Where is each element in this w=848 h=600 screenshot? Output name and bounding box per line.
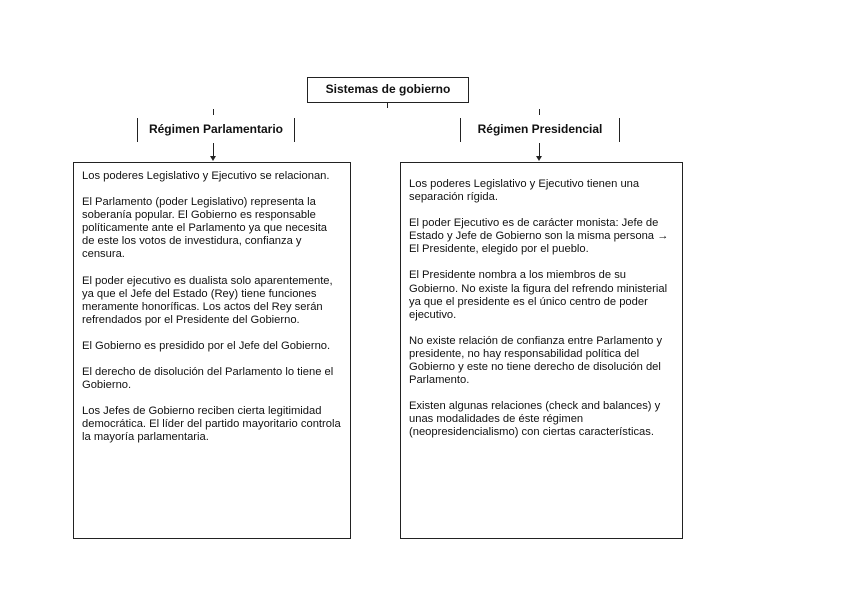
connector-horizontal	[213, 108, 539, 109]
presidencial-paragraph: El poder Ejecutivo es de carácter monista: Jefe de Estado y Jefe de Gobierno son la misma persona → El Presidente, elegido por el pueblo.	[409, 217, 669, 256]
arrow-left-head	[210, 156, 216, 161]
parlamentario-paragraph: El Gobierno es presidido por el Jefe del Gobierno.	[82, 339, 331, 352]
arrow-left-shaft	[213, 143, 214, 157]
arrow-right-shaft	[539, 143, 540, 157]
parlamentario-paragraph: El poder ejecutivo es dualista solo aparentemente, ya que el Jefe del Estado (Rey) tiene funciones meramente honoríficas. Los actos del Rey serán refrendados por el Presidente del Gobierno.	[82, 274, 333, 326]
parlamentario-paragraph: Los poderes Legislativo y Ejecutivo se relacionan.	[82, 170, 330, 182]
parlamentario-title: Régimen Parlamentario	[148, 122, 284, 136]
parlamentario-paragraph: El derecho de disolución del Parlamento lo tiene el Gobierno.	[82, 366, 334, 392]
parlamentario-content-box	[73, 162, 351, 539]
connector-right-tick	[539, 109, 540, 115]
parlamentario-title-box	[137, 118, 295, 142]
presidencial-paragraph: El Presidente nombra a los miembros de su Gobierno. No existe la figura del refrendo ministerial ya que el presidente es el único centro de poder ejecutivo.	[409, 269, 668, 321]
presidencial-title-box	[460, 118, 620, 142]
arrow-right-head	[536, 156, 542, 161]
presidencial-paragraph: No existe relación de confianza entre Parlamento y presidente, no hay responsabilidad política del Gobierno y este no tiene derecho de disolución del Parlamento.	[409, 334, 663, 387]
parlamentario-paragraph: Los Jefes de Gobierno reciben cierta legitimidad democrática. El líder del partido mayoritario controla la mayoría parlamentaria.	[82, 405, 341, 444]
connector-left-tick	[213, 109, 214, 115]
presidencial-title: Régimen Presidencial	[477, 122, 603, 136]
presidencial-content-box	[400, 162, 683, 539]
parlamentario-paragraph: El Parlamento (poder Legislativo) representa la soberanía popular. El Gobierno es responsable políticamente ante el Parlamento ya que necesita de este los votos de investidura, confianza y censura.	[82, 196, 328, 261]
root-title: Sistemas de gobierno	[325, 82, 451, 96]
presidencial-paragraph: Los poderes Legislativo y Ejecutivo tienen una separación rígida.	[409, 178, 640, 204]
root-title-box	[307, 77, 469, 103]
presidencial-paragraph: Existen algunas relaciones (check and balances) y unas modalidades de éste régimen (neopresidencialismo) con ciertas características.	[409, 400, 661, 439]
